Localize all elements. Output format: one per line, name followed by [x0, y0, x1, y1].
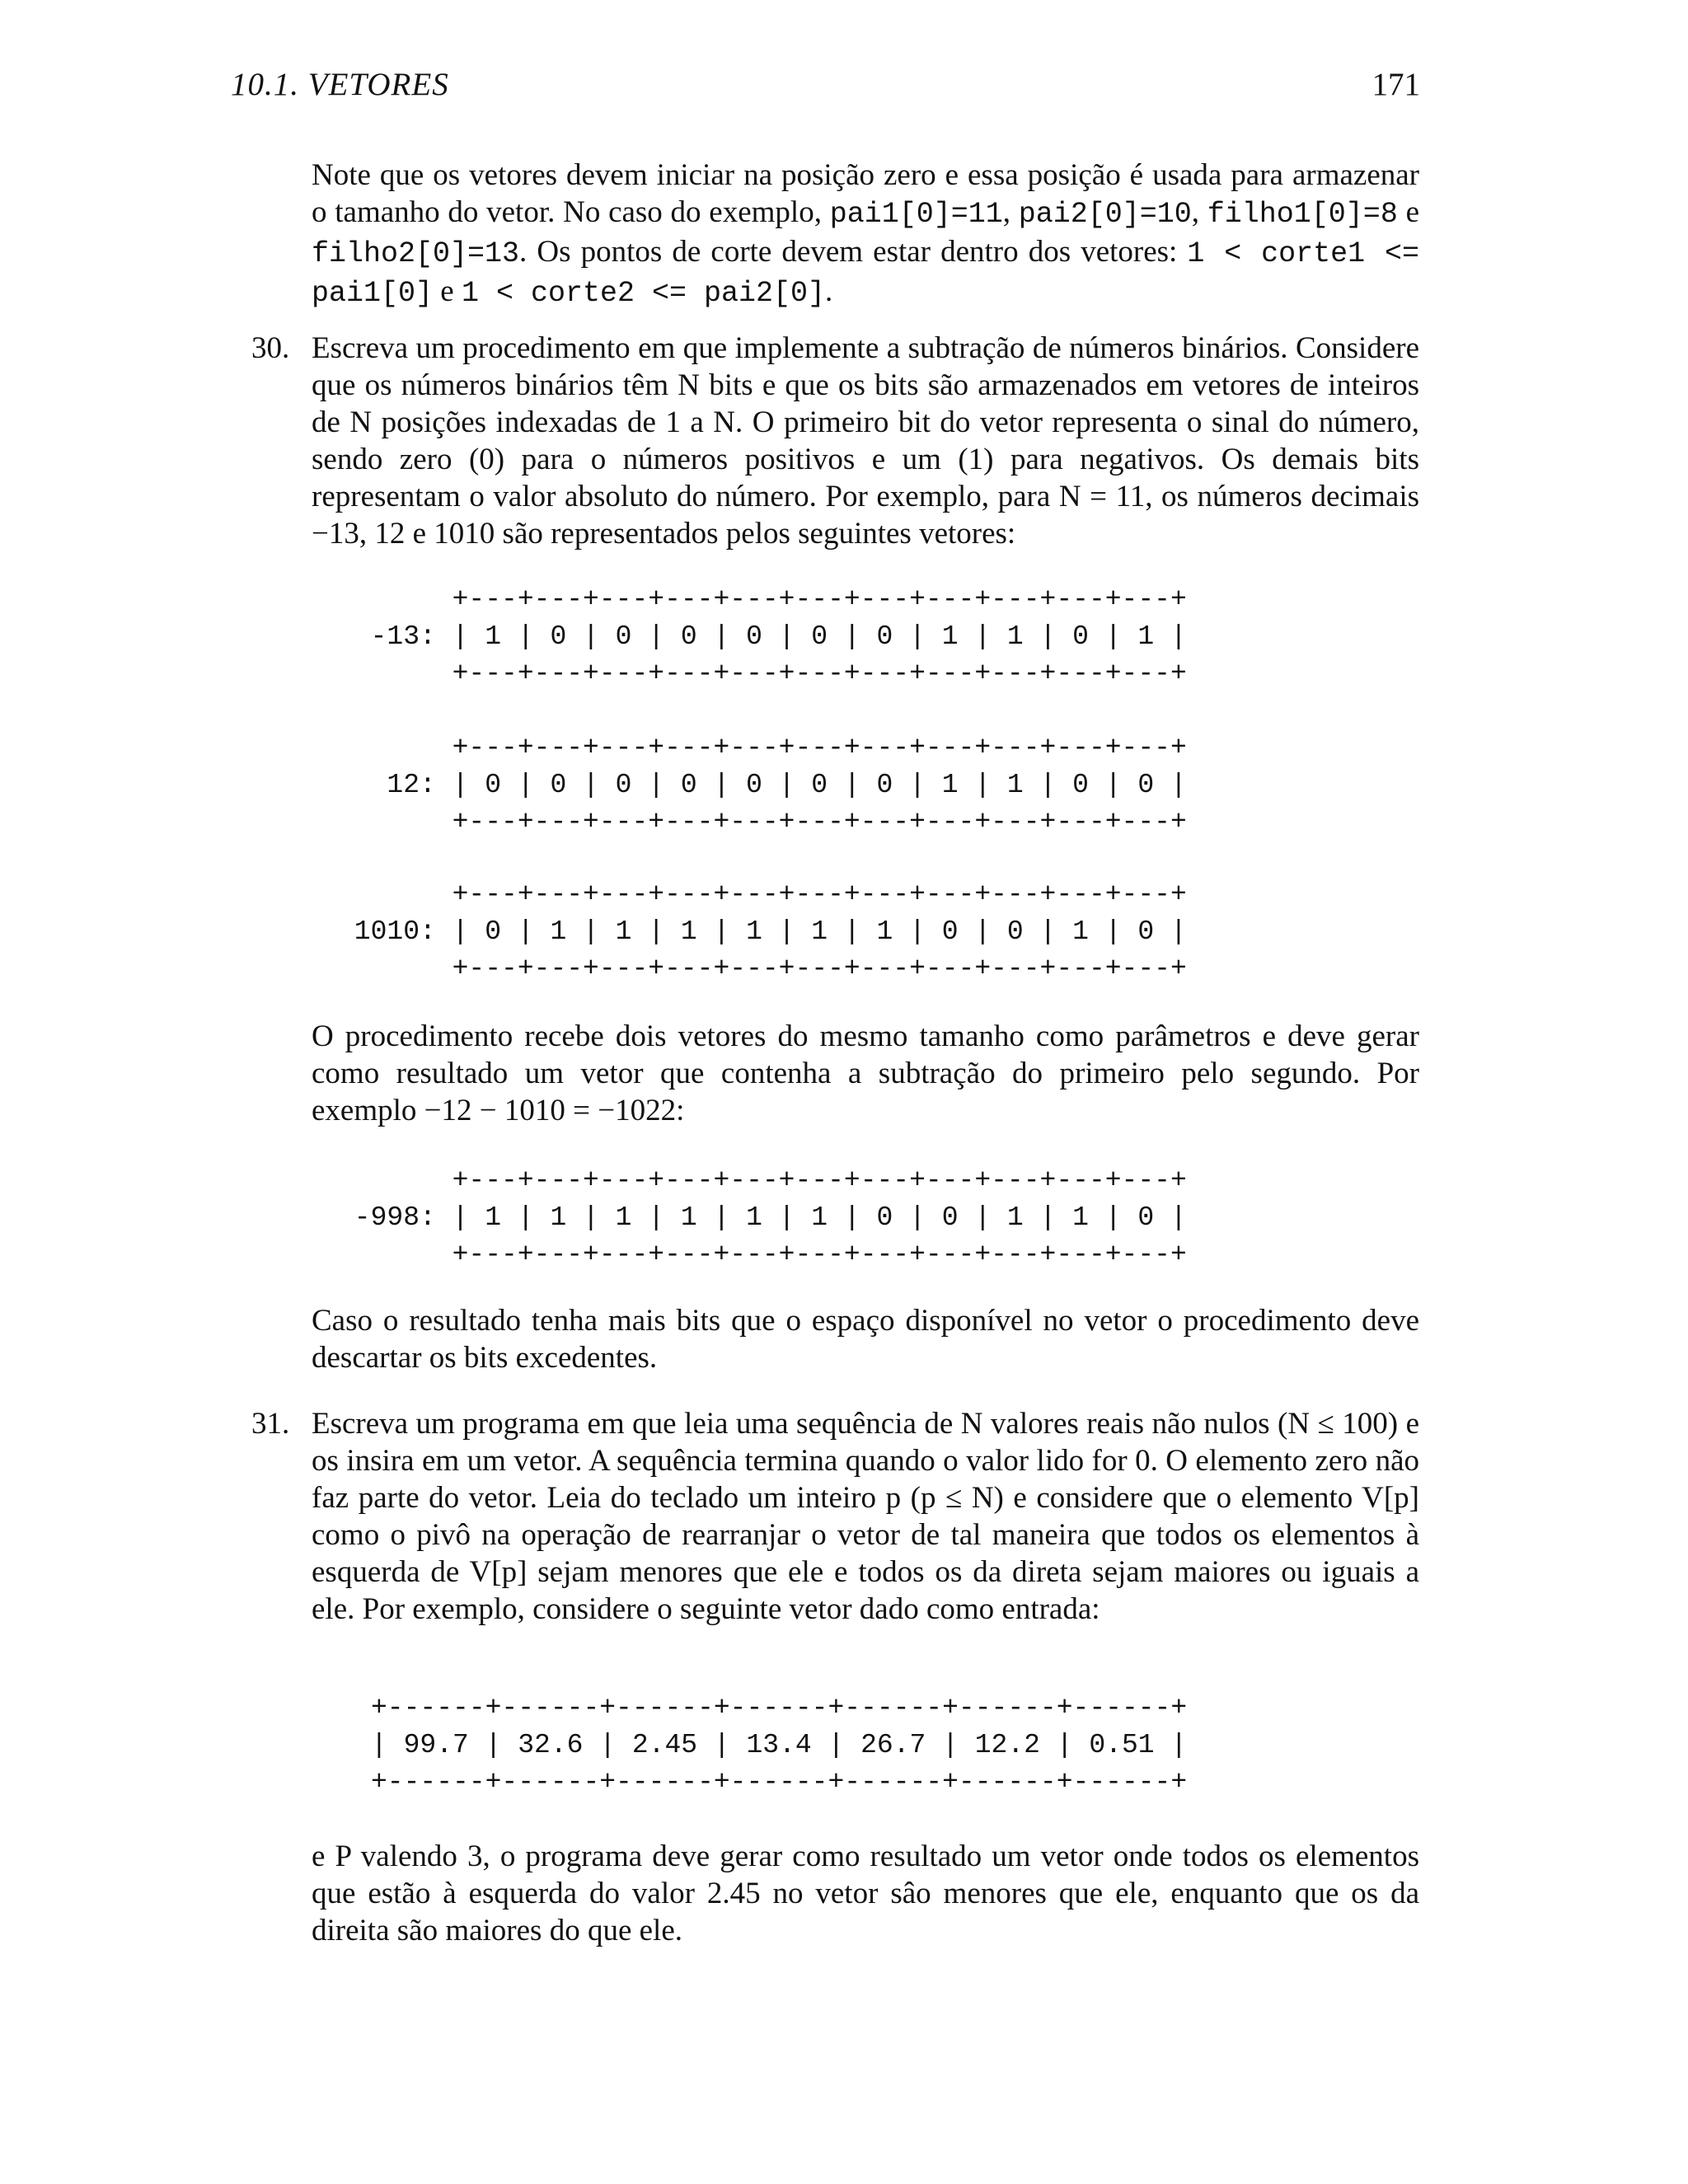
code-pai2: pai2[0]=10 [1018, 198, 1192, 231]
exercise-number: 31. [251, 1407, 290, 1441]
exercise-number: 30. [251, 331, 290, 365]
exercise-30-paragraph-3: Caso o resultado tenha mais bits que o espaço disponível no vetor o procedimento deve descartar os bits excedentes. [312, 1304, 1419, 1375]
exercise-30-paragraph-2: O procedimento recebe dois vetores do mesmo tamanho como parâmetros e deve gerar como resultado um vetor que contenha a subtração do primeiro pelo segundo. Por exemplo −12 − 1010 = −1022: [312, 1019, 1419, 1127]
running-header [231, 66, 1420, 115]
intro-text-3: , [1191, 195, 1207, 229]
binary-vector-minus-998: +---+---+---+---+---+---+---+---+---+---+---+ -998: | 1 | 1 | 1 | 1 | 1 | 1 | 0 | 0 | 1 | 1 | 0 | +---+---+---+---+---+---+---+---+---+---+---+ [354, 1165, 1187, 1270]
code-corte1: 1 < corte1 <= pai1[0] [312, 237, 1419, 310]
page-number: 171 [1372, 67, 1420, 102]
binary-vector-12: +---+---+---+---+---+---+---+---+---+---+---+ 12: | 0 | 0 | 0 | 0 | 0 | 0 | 0 | 1 | 1 | 0 | 0 | +---+---+---+---+---+---+---+---+---+---+---+ [387, 733, 1187, 837]
real-values-input-vector: +------+------+------+------+------+------+------+ | 99.7 | 32.6 | 2.45 | 13.4 | 26.7 | 12.2 | 0.51 | +------+------+------+------+------+------+------+ [371, 1693, 1188, 1797]
exercise-31-paragraph-1: Escreva um programa em que leia uma sequência de N valores reais não nulos (N ≤ 100) e os insira em um vetor. A sequência termina quando o valor lido for 0. O elemento zero não faz parte do vetor. Leia do teclado um inteiro p (p ≤ N) e considere que o elemento V[p] como o pivô na operação de rearranjar o vetor de tal maneira que todos os elementos à esquerda de V[p] sejam menores que ele e todos os da direta sejam maiores ou iguais a ele. Por exemplo, considere o seguinte vetor dado como entrada: [312, 1407, 1419, 1626]
code-filho1: filho1[0]=8 [1207, 198, 1398, 231]
exercise-31-statement [312, 1405, 1419, 1628]
exercise-30-paragraph-3-block [312, 1302, 1419, 1376]
intro-text-7: . [825, 274, 833, 308]
intro-text-6: e [433, 274, 462, 308]
exercise-31-paragraph-2: e P valendo 3, o programa deve gerar como resultado um vetor onde todos os elementos que estão à esquerda do valor 2.45 no vetor sâo menores que ele, enquanto que os da direita são maiores do que ele. [312, 1840, 1419, 1947]
intro-paragraph [312, 157, 1419, 312]
intro-text-5: . Os pontos de corte devem estar dentro dos vetores: [519, 235, 1188, 269]
exercise-30-statement [312, 330, 1419, 552]
exercise-30-paragraph-2-block [312, 1018, 1419, 1129]
code-pai1: pai1[0]=11 [829, 198, 1003, 231]
code-corte2: 1 < corte2 <= pai2[0] [461, 277, 826, 310]
intro-text-4: e [1397, 195, 1419, 229]
binary-vector-1010: +---+---+---+---+---+---+---+---+---+---+---+ 1010: | 0 | 1 | 1 | 1 | 1 | 1 | 1 | 0 | 0 | 1 | 0 | +---+---+---+---+---+---+---+---+---+---+---+ [354, 879, 1187, 984]
section-title: 10.1. VETORES [231, 67, 449, 102]
intro-text-2: , [1002, 195, 1019, 229]
exercise-31-paragraph-2-block [312, 1838, 1419, 1949]
exercise-30-paragraph-1: Escreva um procedimento em que implemente a subtração de números binários. Considere que os números binários têm N bits e que os bits são armazenados em vetores de inteiros de N posições indexadas de 1 a N. O primeiro bit do vetor representa o sinal do número, sendo zero (0) para o números positivos e um (1) para negativos. Os demais bits representam o valor absoluto do número. Por exemplo, para N = 11, os números decimais −13, 12 e 1010 são representados pelos seguintes vetores: [312, 331, 1419, 551]
code-filho2: filho2[0]=13 [312, 237, 520, 270]
binary-vector-minus-13: +---+---+---+---+---+---+---+---+---+---+---+ -13: | 1 | 0 | 0 | 0 | 0 | 0 | 0 | 1 | 1 | 0 | 1 | +---+---+---+---+---+---+---+---+---+---+---+ [370, 584, 1187, 689]
intro-text-1: Note que os vetores devem iniciar na posição zero e essa posição é usada para armazenar o tamanho do vetor. No caso do exemplo, [312, 158, 1419, 229]
